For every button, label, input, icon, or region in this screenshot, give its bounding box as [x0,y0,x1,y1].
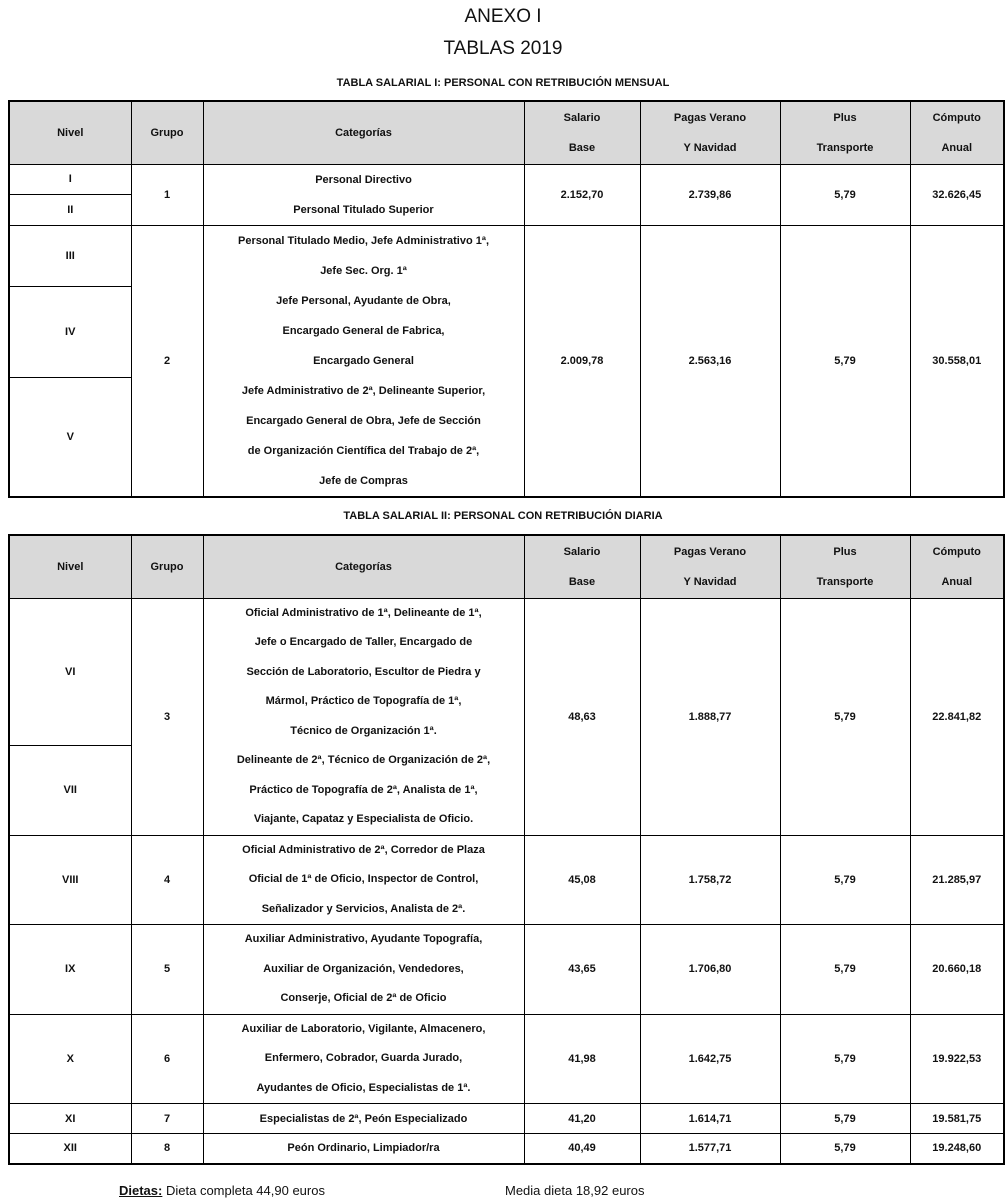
categoria-cell: Especialistas de 2ª, Peón Especializado [203,1104,524,1134]
header-categorias: Categorías [203,101,524,164]
categoria-cell: Personal Titulado Medio, Jefe Administrativo 1ª, Jefe Sec. Org. 1ª Jefe Personal, Ayudante de Obra, Encargado General de Fabrica, Encargado General Jefe Administrativo de 2ª, Delineante Superior, Encargado General de Obra, Jefe de Sección de Organización Científica del Trabajo de 2ª, Jefe de Compras [203,225,524,497]
nivel-cell: II [9,195,131,226]
grupo-cell: 3 [131,598,203,835]
pagas-cell: 1.706,80 [640,925,780,1015]
media-dieta-text: Media dieta 18,92 euros [505,1183,645,1198]
salario-cell: 41,98 [524,1014,640,1104]
nivel-cell: I [9,164,131,195]
dietas-completa [119,1183,325,1198]
pagas-cell: 1.642,75 [640,1014,780,1104]
salario-cell: 2.152,70 [524,164,640,225]
nivel-cell: IV [9,286,131,377]
pagas-cell: 2.739,86 [640,164,780,225]
grupo-cell: 8 [131,1134,203,1164]
pagas-cell: 1.888,77 [640,598,780,835]
salario-cell: 43,65 [524,925,640,1015]
salario-cell: 48,63 [524,598,640,835]
categoria-cell: Peón Ordinario, Limpiador/ra [203,1134,524,1164]
categoria-cell: Oficial Administrativo de 2ª, Corredor de Plaza Oficial de 1ª de Oficio, Inspector de Control, Señalizador y Servicios, Analista de 2ª. [203,835,524,925]
pagas-cell: 1.758,72 [640,835,780,925]
computo-cell: 19.248,60 [910,1134,1004,1164]
grupo-cell: 6 [131,1014,203,1104]
document-subtitle: TABLAS 2019 [443,38,563,59]
header-pagas: Pagas Verano Y Navidad [640,101,780,164]
categoria-cell: Personal Directivo Personal Titulado Superior [203,164,524,225]
computo-cell: 32.626,45 [910,164,1004,225]
salario-cell: 2.009,78 [524,225,640,497]
computo-cell: 19.922,53 [910,1014,1004,1104]
categoria-cell: Auxiliar de Laboratorio, Vigilante, Almacenero, Enfermero, Cobrador, Guarda Jurado, Ayudantes de Oficio, Especialistas de 1ª. [203,1014,524,1104]
computo-cell: 19.581,75 [910,1104,1004,1134]
categoria-cell: Oficial Administrativo de 1ª, Delineante de 1ª, Jefe o Encargado de Taller, Encargado de Sección de Laboratorio, Escultor de Piedra y Mármol, Práctico de Topografía de 1ª, Técnico de Organización 1ª. Delineante de 2ª, Técnico de Organización de 2ª, Práctico de Topografía de 2ª, Analista de 1ª, Viajante, Capataz y Especialista de Oficio. [203,598,524,835]
table2-caption: TABLA SALARIAL II: PERSONAL CON RETRIBUCIÓN DIARIA [343,510,663,522]
nivel-cell: VI [9,598,131,745]
plus-cell: 5,79 [780,164,910,225]
header-categorias: Categorías [203,535,524,598]
dieta-completa-text: Dieta completa 44,90 euros [165,1183,325,1198]
grupo-cell: 4 [131,835,203,925]
salary-table-monthly [8,100,1005,498]
salary-table-daily [8,534,1005,1165]
categoria-cell: Auxiliar Administrativo, Ayudante Topografía, Auxiliar de Organización, Vendedores, Conserje, Oficial de 2ª de Oficio [203,925,524,1015]
header-plus-transporte: Plus Transporte [780,535,910,598]
salario-cell: 40,49 [524,1134,640,1164]
dietas-label: Dietas: [119,1183,163,1198]
plus-cell: 5,79 [780,835,910,925]
grupo-cell: 5 [131,925,203,1015]
plus-cell: 5,79 [780,598,910,835]
nivel-cell: XI [9,1104,131,1134]
header-computo-anual: Cómputo Anual [910,101,1004,164]
computo-cell: 21.285,97 [910,835,1004,925]
header-computo-anual: Cómputo Anual [910,535,1004,598]
nivel-cell: III [9,225,131,286]
plus-cell: 5,79 [780,1014,910,1104]
nivel-cell: V [9,377,131,497]
header-pagas: Pagas Verano Y Navidad [640,535,780,598]
header-plus-transporte: Plus Transporte [780,101,910,164]
document-title: ANEXO I [464,6,542,27]
header-nivel: Nivel [9,101,131,164]
header-nivel: Nivel [9,535,131,598]
grupo-cell: 7 [131,1104,203,1134]
computo-cell: 22.841,82 [910,598,1004,835]
grupo-cell: 1 [131,164,203,225]
plus-cell: 5,79 [780,1104,910,1134]
salario-cell: 41,20 [524,1104,640,1134]
plus-cell: 5,79 [780,1134,910,1164]
table1-caption: TABLA SALARIAL I: PERSONAL CON RETRIBUCIÓN MENSUAL [336,77,670,89]
nivel-cell: VIII [9,835,131,925]
pagas-cell: 2.563,16 [640,225,780,497]
salario-cell: 45,08 [524,835,640,925]
nivel-cell: VII [9,745,131,835]
nivel-cell: X [9,1014,131,1104]
pagas-cell: 1.577,71 [640,1134,780,1164]
nivel-cell: IX [9,925,131,1015]
header-salario-base: Salario Base [524,101,640,164]
plus-cell: 5,79 [780,925,910,1015]
nivel-cell: XII [9,1134,131,1164]
header-grupo: Grupo [131,535,203,598]
computo-cell: 20.660,18 [910,925,1004,1015]
pagas-cell: 1.614,71 [640,1104,780,1134]
header-salario-base: Salario Base [524,535,640,598]
plus-cell: 5,79 [780,225,910,497]
header-grupo: Grupo [131,101,203,164]
grupo-cell: 2 [131,225,203,497]
computo-cell: 30.558,01 [910,225,1004,497]
